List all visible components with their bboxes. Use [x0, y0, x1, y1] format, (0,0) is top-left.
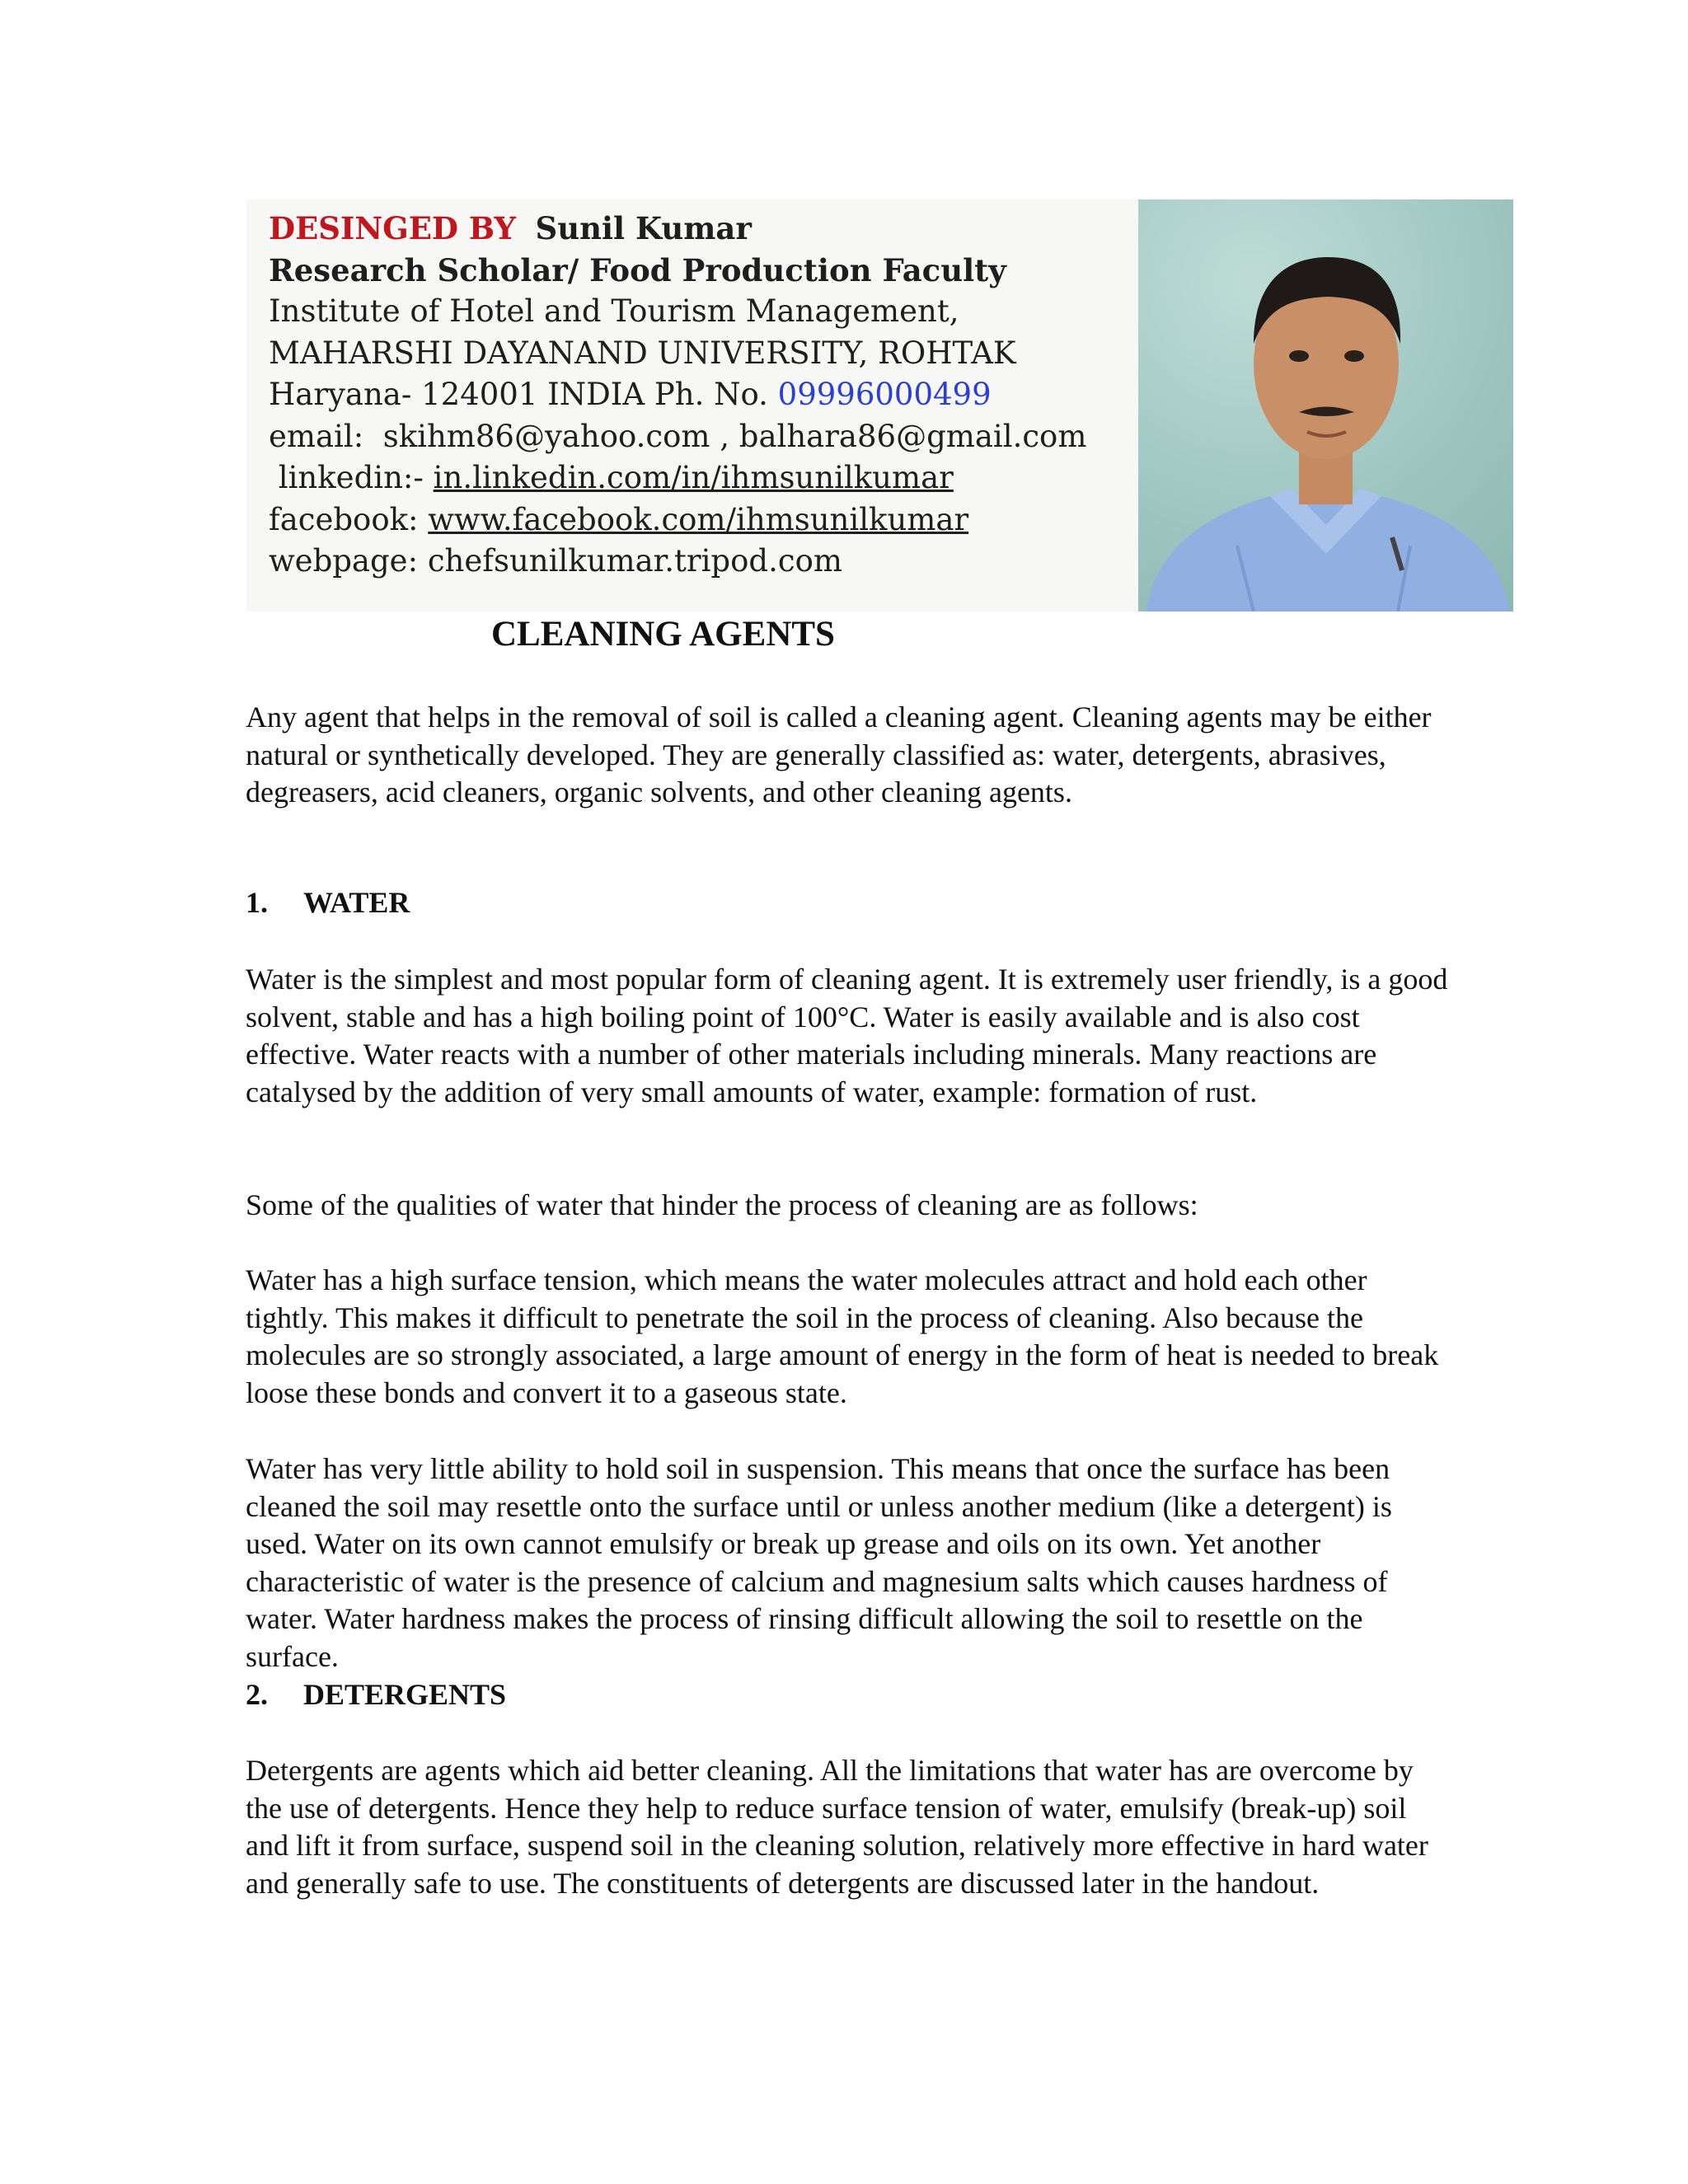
- author-phone: 09996000499: [777, 377, 992, 412]
- water-paragraph-1: Water is the simplest and most popular form of cleaning agent. It is extremely user friendly, is a good solvent, stable and has a high boiling point of 100°C. Water is easily available and is also cost effective. Water reacts with a number of other materials including minerals. Many reactions are catalysed by the addition of very small amounts of water, example: formation of rust.: [246, 963, 1448, 1108]
- water-paragraph-2: Some of the qualities of water that hinder the process of cleaning are as follows:: [246, 1188, 1198, 1221]
- webpage-link[interactable]: chefsunilkumar.tripod.com: [427, 543, 842, 579]
- designed-by-label: DESINGED BY: [269, 210, 516, 246]
- section-number: 1.: [246, 886, 268, 919]
- detergents-paragraph-1: Detergents are agents which aid better cleaning. All the limitations that water has are overcome by the use of detergents. Hence they help to reduce surface tension of water, emulsify (break-up) soil and lift it from surface, suspend soil in the cleaning solution, relatively more effective in hard water and generally safe to use. The constituents of detergents are discussed later in the handout.: [246, 1754, 1428, 1900]
- intro-paragraph: Any agent that helps in the removal of soil is called a cleaning agent. Cleaning agents may be either natural or synthetically developed. They are generally classified as: water, detergents, abrasives, degreasers, acid cleaners, organic solvents, and other cleaning agents.: [246, 701, 1432, 809]
- section-heading-water: [246, 885, 410, 920]
- author-address: Haryana- 124001 INDIA Ph. No.: [269, 377, 768, 412]
- email-label: email:: [269, 418, 364, 454]
- facebook-link[interactable]: www.facebook.com/ihmsunilkumar: [428, 501, 969, 537]
- author-details: [269, 208, 1086, 583]
- section-heading-detergents: [246, 1677, 506, 1712]
- linkedin-link[interactable]: in.linkedin.com/in/ihmsunilkumar: [433, 460, 954, 495]
- author-emails: skihm86@yahoo.com , balhara86@gmail.com: [382, 418, 1087, 454]
- water-paragraph-3: Water has a high surface tension, which means the water molecules attract and hold each other tightly. This makes it difficult to penetrate the soil in the process of cleaning. Also because the molecules are so strongly associated, a large amount of energy in the form of heat is needed to break loose these bonds and convert it to a gaseous state.: [246, 1263, 1439, 1409]
- section-title: WATER: [303, 886, 410, 919]
- webpage-label: webpage:: [269, 543, 419, 579]
- author-university: MAHARSHI DAYANAND UNIVERSITY, ROHTAK: [269, 335, 1016, 371]
- section-title: DETERGENTS: [303, 1678, 507, 1711]
- author-photo: [1138, 199, 1513, 612]
- author-name: Sunil Kumar: [535, 210, 752, 246]
- document-title: CLEANING AGENTS: [491, 615, 835, 654]
- author-role: Research Scholar/ Food Production Faculty: [269, 251, 1006, 288]
- water-paragraph-4: Water has very little ability to hold soil in suspension. This means that once the surface has been cleaned the soil may resettle onto the surface until or unless another medium (like a detergent) is used. Water on its own cannot emulsify or break up grease and oils on its own. Yet another characteristic of water is the presence of calcium and magnesium salts which causes hardness of water. Water hardness makes the process of rinsing difficult allowing the soil to resettle on the surface.: [246, 1452, 1392, 1673]
- section-number: 2.: [246, 1678, 268, 1711]
- linkedin-label: linkedin:-: [278, 460, 424, 495]
- facebook-label: facebook:: [269, 501, 419, 537]
- author-institute: Institute of Hotel and Tourism Management,: [269, 293, 959, 329]
